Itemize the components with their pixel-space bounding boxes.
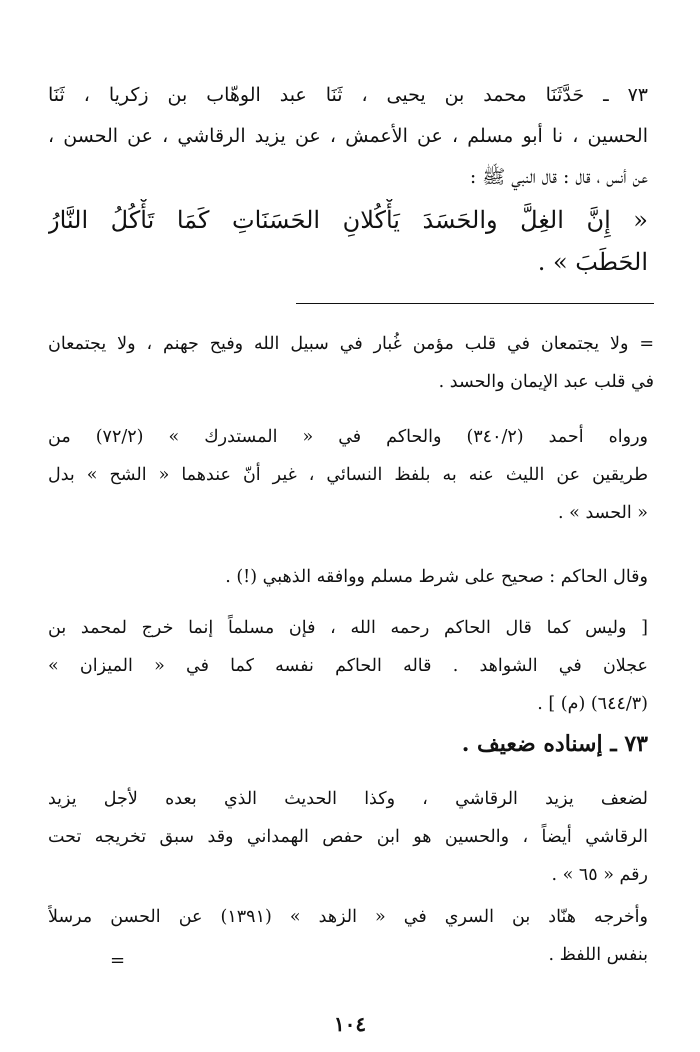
text-line: الحسين ، نا أبو مسلم ، عن الأعمش ، عن يزيد الرقاشي ، عن الحسن ، — [48, 125, 648, 147]
page-number: ١٠٤ — [333, 1012, 367, 1036]
text-line: « إِنَّ الغِلَّ والحَسَدَ يَأْكُلانِ الحَسَنَاتِ كَمَا تَأْكُلُ النَّارُ — [48, 206, 648, 234]
text-line: الحَطَبَ » . — [537, 248, 648, 276]
footnote-line: وقال الحاكم : صحيح على شرط مسلم ووافقه الذهبي (!) . — [225, 567, 648, 587]
footnote-continuation — [48, 325, 654, 401]
footnote-editor-note — [48, 609, 648, 723]
footnote-line: ورواه أحمد (٣٤٠/٢) والحاكم في « المستدرك » (٧٢/٢) من — [48, 427, 648, 447]
hadith-isnad — [48, 75, 648, 198]
footnote-paragraph — [48, 780, 648, 894]
footnote-line: عجلان في الشواهد . قاله الحاكم نفسه كما في « الميزان » — [48, 656, 648, 676]
footnote-line: رقم « ٦٥ » . — [551, 865, 648, 885]
footnote-line: [ وليس كما قال الحاكم رحمه الله ، فإن مسلماً إنما خرج لمحمد بن — [48, 618, 648, 638]
text-line: ٧٣ ـ حَدَّثَنَا محمد بن يحيى ، ثَنَا عبد الوهّاب بن زكريا ، ثَنَا — [48, 84, 648, 106]
footnote-line: (٦٤٤/٣) (م) ] . — [537, 694, 648, 714]
text-line: عن أنس ، قال : قال النبي ﷺ : — [469, 166, 648, 188]
footnote-line: = ولا يجتمعان في قلب مؤمن غُبار في سبيل الله وفيح جهنم ، ولا يجتمعان — [48, 334, 654, 354]
footnote-heading — [48, 722, 648, 766]
footnote-line: الرقاشي أيضاً ، والحسين هو ابن حفص الهمداني وقد سبق تخريجه تحت — [48, 827, 648, 847]
continuation-mark: = — [110, 950, 126, 971]
hadith-matn — [48, 199, 648, 283]
footnote-paragraph — [48, 558, 648, 596]
footnote-line: طريقين عن الليث عنه به بلفظ النسائي ، غير أنّ عندهما « الشح » بدل — [48, 465, 648, 485]
footnote-line: لضعف يزيد الرقاشي ، وكذا الحديث الذي بعده لأجل يزيد — [48, 789, 648, 809]
footnote-line: في قلب عبد الإيمان والحسد . — [438, 372, 654, 392]
footnote-line: وأخرجه هنّاد بن السري في « الزهد » (١٣٩١) عن الحسن مرسلاً — [48, 907, 648, 927]
footnote-separator — [296, 303, 654, 304]
footnote-paragraph — [48, 898, 648, 974]
footnote-paragraph — [48, 418, 648, 532]
footnote-line: بنفس اللفظ . — [548, 945, 648, 965]
section-heading: ٧٣ ـ إسناده ضعيف . — [461, 731, 648, 757]
footnote-line: « الحسد » . — [558, 503, 648, 523]
